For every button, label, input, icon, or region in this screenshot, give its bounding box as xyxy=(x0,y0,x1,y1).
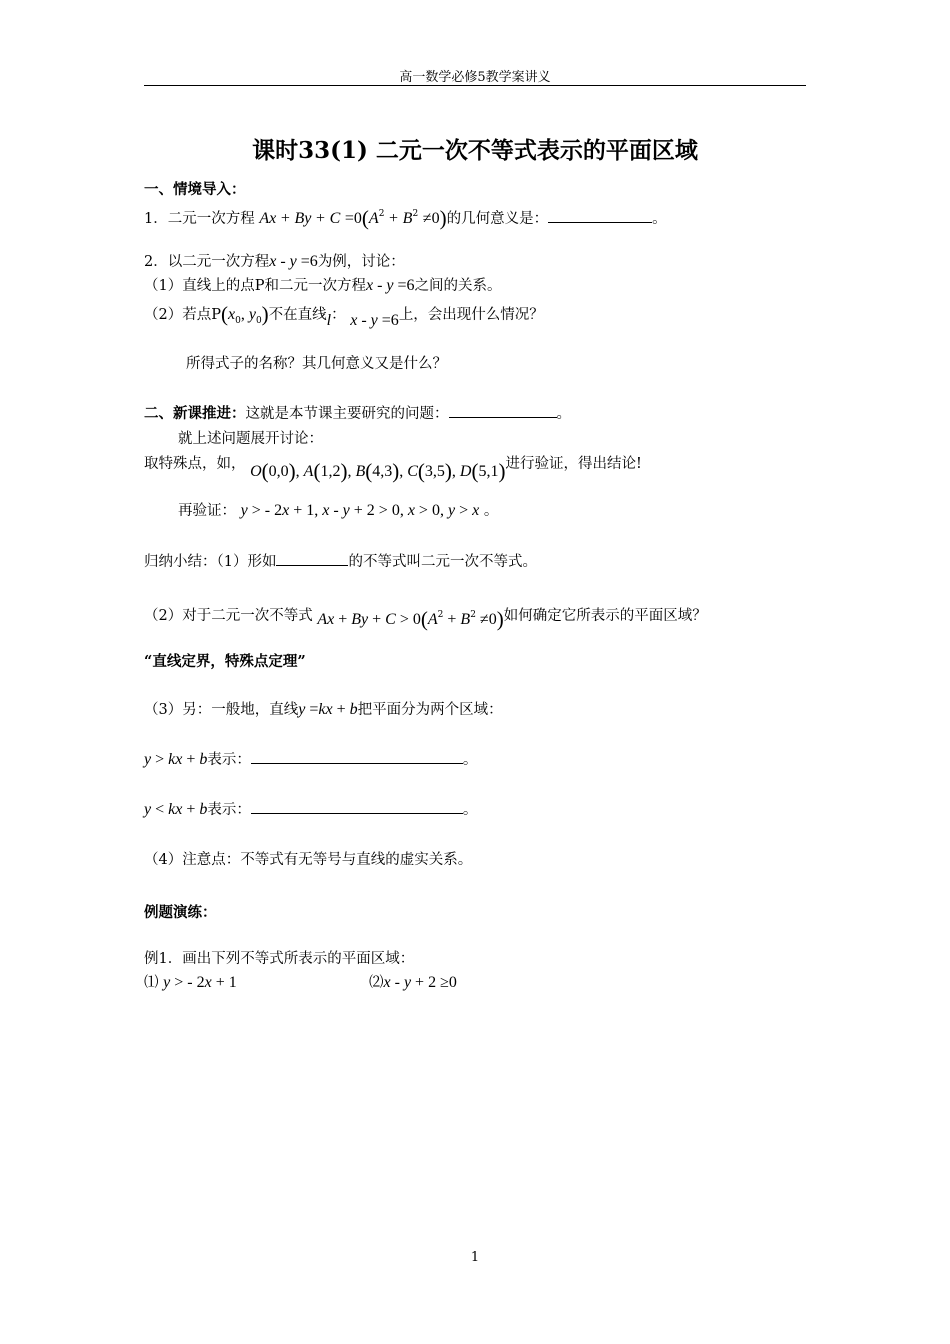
q1-formula: $Ax + By + C =0(A^2 + B^2 \ne 0)$ xyxy=(259,206,447,230)
summary-blank xyxy=(276,553,348,566)
q2b-formula: x xyxy=(350,312,358,329)
special-prefix: 取特殊点，如， xyxy=(144,456,246,472)
q2b-line-l: l xyxy=(326,312,332,329)
region-greater-blank xyxy=(251,751,463,764)
part1-label: ⑴ xyxy=(144,975,159,991)
special-suffix: 进行验证，得出结论! xyxy=(505,456,642,472)
region-less-line xyxy=(144,798,477,819)
note3-formula: y =kx + b xyxy=(298,701,358,718)
q2b-point: ($x_0$, $y_0$) xyxy=(220,302,269,326)
verify-line xyxy=(178,499,498,520)
part1-formula: y > - 2x + 1 xyxy=(163,974,237,991)
section2-intro xyxy=(144,402,571,423)
question-1 xyxy=(144,206,667,231)
region-less-formula: y < kx + b xyxy=(144,801,208,818)
special-points-formula: O(0,0), A(1,2), B(4,3), C(3,5), D(5,1) xyxy=(250,459,506,483)
page-header: 高一数学必修5教学案讲义 xyxy=(399,70,551,85)
determine-suffix: 如何确定它所表示的平面区域？ xyxy=(503,608,707,624)
question-2b-followup: 所得式子的名称？其几何意义又是什么？ xyxy=(186,356,447,372)
page-title: 课时33(1) 二元一次不等式表示的平面区域 xyxy=(252,137,698,164)
page-number: 1 xyxy=(470,1250,480,1265)
verify-prefix: 再验证： xyxy=(178,503,236,519)
q2-formula: x xyxy=(269,253,277,270)
region-greater-line xyxy=(144,748,477,769)
question-2: 2．以二元一次方程x - y =6为例，讨论： xyxy=(144,253,405,270)
summary-prefix: 归纳小结：（1）形如 xyxy=(144,554,277,570)
special-points xyxy=(144,452,642,484)
q2a-formula: x xyxy=(365,277,374,294)
q1-blank xyxy=(548,210,652,223)
region-less-blank xyxy=(251,801,463,814)
q2a-prefix: （1）直线上的点P和二元一次方程 xyxy=(144,278,366,294)
example-1: 例1．画出下列不等式所表示的平面区域： xyxy=(144,951,415,967)
q1-prefix: 1．二元一次方程 xyxy=(144,211,255,227)
summary-line xyxy=(144,550,537,571)
part2-label: ⑵ xyxy=(369,975,384,991)
region-greater-formula: y > kx + b xyxy=(144,751,208,768)
question-2a: （1）直线上的点P和二元一次方程x - y =6之间的关系。 xyxy=(144,277,502,294)
q1-suffix: 的几何意义是： xyxy=(446,211,549,227)
determine-formula: $Ax + By + C > 0(A^2 + B^2 \ne 0)$ xyxy=(317,607,504,631)
summary-suffix: 的不等式叫二元一次不等式。 xyxy=(348,554,537,570)
section2-heading: 二、新课推进： xyxy=(144,405,246,422)
section2-intro-end: 。 xyxy=(556,406,571,422)
region-greater-end: 。 xyxy=(462,752,478,768)
question-2b: （2）若点$P(x_0$, $y_0$)不在直线l： x - y =6上，会出现什么情况？ xyxy=(144,302,544,329)
examples-heading: 例题演练： xyxy=(144,904,217,921)
note3-suffix: 把平面分为两个区域： xyxy=(357,702,503,718)
q2b-mid: 不在直线 xyxy=(268,307,327,323)
q2b-suffix: 上，会出现什么情况？ xyxy=(398,307,544,323)
q2a-suffix: 之间的关系。 xyxy=(414,278,502,294)
q2-prefix: 2．以二元一次方程 xyxy=(144,254,270,270)
section2-intro-text: 这就是本节课主要研究的问题： xyxy=(245,406,449,422)
section1-heading: 一、情境导入： xyxy=(144,181,246,198)
discuss-line: 就上述问题展开讨论： xyxy=(178,431,323,447)
note3-prefix: （3）另：一般地，直线 xyxy=(144,702,299,718)
q2b-colon: ： xyxy=(331,307,346,323)
principle-line: “直线定界，特殊点定理” xyxy=(144,653,306,670)
header-rule xyxy=(144,85,806,86)
note3-line xyxy=(144,698,503,719)
part2-formula: x - y + 2 ≥0 xyxy=(383,974,457,991)
example-1-part-2 xyxy=(369,971,457,992)
verify-formula: y > - 2x + 1, x - y + 2 > 0, x > 0, y > x xyxy=(240,502,480,519)
region-less-end: 。 xyxy=(462,802,478,818)
verify-end: 。 xyxy=(483,503,499,519)
region-less-label: 表示： xyxy=(207,802,251,818)
section2-blank xyxy=(449,405,557,418)
example-1-part-1 xyxy=(144,971,237,992)
q2b-prefix: （2）若点P xyxy=(144,307,221,323)
q1-end: 。 xyxy=(652,211,667,227)
determine-prefix: （2）对于二元一次不等式 xyxy=(144,608,313,624)
q2-suffix: 为例，讨论： xyxy=(317,254,405,270)
region-greater-label: 表示： xyxy=(207,752,251,768)
determine-line xyxy=(144,604,707,632)
note4-line: （4）注意点：不等式有无等号与直线的虚实关系。 xyxy=(144,852,473,868)
